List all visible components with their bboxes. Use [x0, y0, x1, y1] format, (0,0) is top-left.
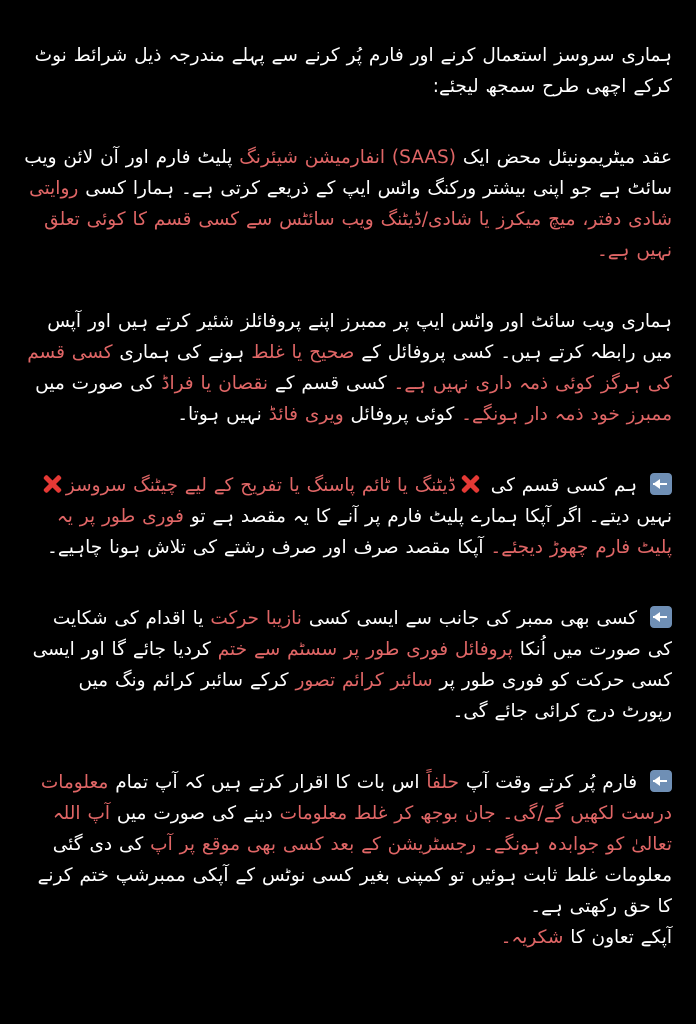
oath-text-3: دینے کی صورت میں [110, 803, 280, 824]
about-text-2: پلیٹ فارم اور آن لائن ویب سائٹ ہے جو اپنی بیشتر ورکنگ واٹس ایپ کے ذریعے کرتی ہے۔ ہمارا کسی [24, 147, 672, 199]
misconduct-text-2: یا اقدام کی شکایت کی صورت میں اُنکا [52, 608, 672, 660]
about-paragraph [24, 142, 672, 266]
left-arrow-icon [650, 606, 672, 628]
thanks-text: آپکے تعاون کا [563, 927, 672, 948]
oath-highlight-2: معلومات درست لکھیں گے/گی۔ جان بوجھ کر غلط معلومات [40, 772, 672, 824]
profiles-text-2: ہونے کی ہماری [112, 342, 252, 363]
profiles-highlight-1: صحیح یا غلط [251, 342, 355, 363]
misconduct-text-1: کسی بھی ممبر کی جانب سے ایسی کسی [301, 608, 644, 629]
oath-text-1: فارم پُر کرتے وقت آپ [458, 772, 644, 793]
misconduct-text-4: کرکے سائبر کرائم ونگ میں رپورٹ درج کرائی جائے گی۔ [78, 670, 672, 722]
profiles-text-1: ہماری ویب سائٹ اور واٹس ایپ پر ممبرز اپنے پروفائلز شئیر کرتے ہیں اور آپس میں رابطہ کرتے ہیں۔ کسی پروفائل کے [47, 311, 672, 363]
profiles-text-3: کسی قسم کے [267, 373, 394, 394]
misconduct-highlight-3: سائبر کرائم تصور [295, 670, 433, 691]
misconduct-highlight-1: نازیبا حرکت [210, 608, 302, 629]
intro-text: ہماری سروسز استعمال کرنے اور فارم پُر کرنے سے پہلے مندرجہ ذیل شرائط نوٹ کرکے اچھی طرح سمجھ لیجئے: [34, 45, 672, 97]
intro-paragraph [24, 40, 672, 102]
profiles-highlight-3: نقصان یا فراڈ [161, 373, 268, 394]
profiles-text-4: کی صورت میں [35, 373, 162, 394]
about-text-1: عقد میٹریمونیئل محض ایک [455, 147, 672, 168]
thanks-highlight: شکریہ۔ [500, 927, 564, 948]
about-highlight-2: روایتی شادی دفتر، میچ میکرز یا شادی/ڈیٹنگ ویب سائٹس سے کسی قسم کا کوئی تعلق نہیں ہے۔ [29, 178, 672, 261]
no-dating-text-1: ہم کسی قسم کی [483, 475, 644, 496]
misconduct-paragraph [24, 603, 672, 727]
oath-highlight-3: آپ اللہ تعالیٰ کو جوابدہ ہونگے۔ رجسٹریشن کے بعد کسی بھی موقع پر آپ [52, 803, 672, 855]
oath-text-4: کی دی گئی معلومات غلط ثابت ہوئیں تو کمپنی بغیر کسی نوٹس کے آپکی ممبرشپ ختم کرنے کا حق رکھتی ہے۔ [37, 834, 672, 917]
left-arrow-icon [650, 473, 672, 495]
oath-text-2: اس بات کا اقرار کرتے ہیں کہ آپ تمام [108, 772, 427, 793]
profiles-highlight-5: ویری فائڈ [268, 404, 344, 425]
profiles-highlight-2: کسی قسم کی ہرگز کوئی ذمہ داری نہیں ہے۔ [27, 342, 672, 394]
left-arrow-icon [650, 770, 672, 792]
no-dating-paragraph [24, 470, 672, 563]
thanks-paragraph [24, 922, 672, 953]
about-highlight-1: (SAAS) انفارمیشن شیئرنگ [239, 147, 456, 168]
profiles-text-6: نہیں ہوتا۔ [177, 404, 269, 425]
cross-mark-icon [42, 474, 62, 494]
oath-highlight-1: حلفاً [426, 772, 459, 793]
no-dating-text-3: آپکا مقصد صرف اور صرف رشتے کی تلاش ہونا چاہیے۔ [47, 537, 491, 558]
oath-paragraph [24, 767, 672, 922]
no-dating-highlight-2: فوری طور پر یہ پلیٹ فارم چھوڑ دیجئے۔ [56, 506, 672, 558]
misconduct-highlight-2: پروفائل فوری طور پر سسٹم سے ختم [217, 639, 513, 660]
misconduct-text-3: کردیا جائے گا اور ایسی کسی حرکت کو فوری طور پر [32, 639, 672, 691]
profiles-highlight-4: ممبرز خود ذمہ دار ہونگے۔ [461, 404, 672, 425]
no-dating-text-2: نہیں دیتے۔ اگر آپکا ہمارے پلیٹ فارم پر آنے کا یہ مقصد ہے تو [183, 506, 672, 527]
profiles-paragraph [24, 306, 672, 430]
cross-mark-icon [460, 474, 480, 494]
profiles-text-5: کوئی پروفائل [343, 404, 462, 425]
no-dating-highlight-1: ڈیٹنگ یا ٹائم پاسنگ یا تفریح کے لیے چیٹنگ سروسز [65, 475, 456, 496]
